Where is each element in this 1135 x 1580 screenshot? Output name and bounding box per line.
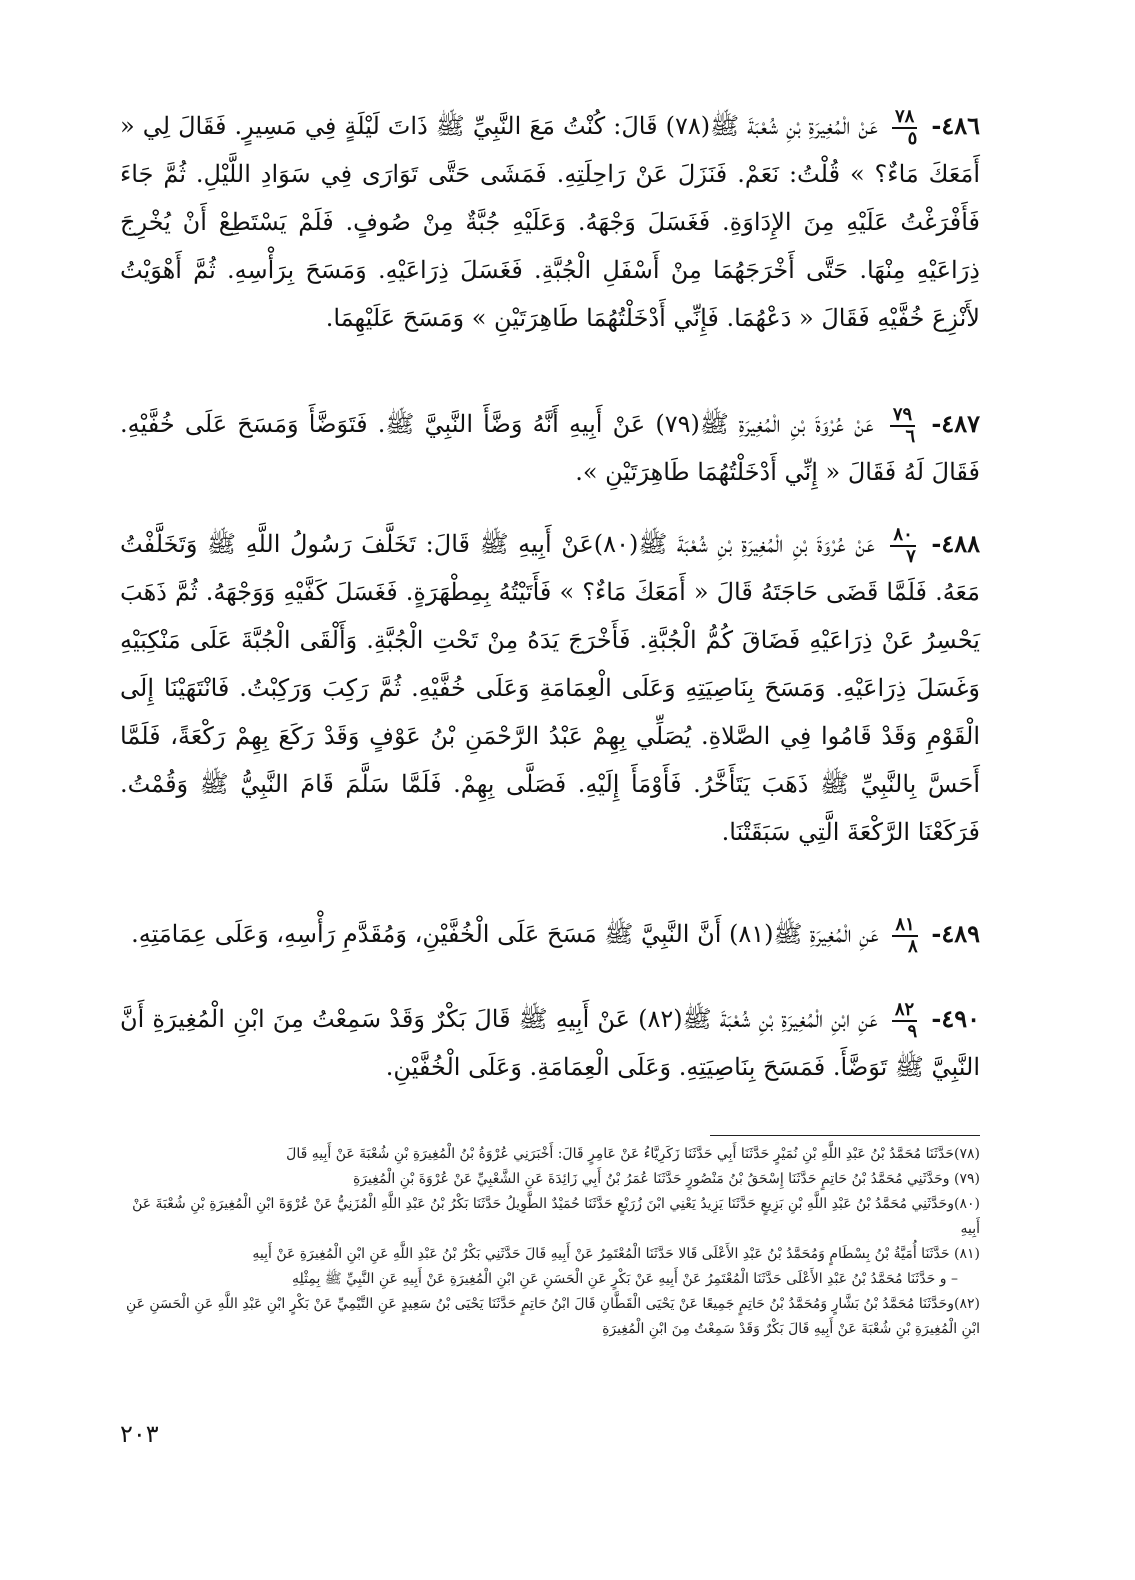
- fraction-top: ٧٨: [892, 108, 917, 129]
- hadith-488: [120, 520, 980, 856]
- hadith-fraction: [890, 403, 916, 447]
- hadith-fraction: [892, 913, 918, 957]
- hadith-number: ٤٨٦-: [931, 111, 980, 140]
- footnote-divider: [710, 1135, 980, 1136]
- hadith-number: ٤٨٩-: [931, 919, 980, 948]
- hadith-number: ٤٩٠-: [931, 1004, 980, 1033]
- hadith-fraction: [892, 105, 918, 149]
- footnote-79: (٧٩) وحَدَّثَنِي مُحَمَّدُ بْنُ حَاتِمٍ حَدَّثَنَا إِسْحَقُ بْنُ مَنْصُورٍ حَدَّثَنَا عُمَرُ بْنُ أَبِي زَائِدَةَ عَنِ الشَّعْبِيِّ عَنْ عُرْوَةَ بْنِ الْمُغِيرَةِ: [352, 1171, 980, 1187]
- hadith-fraction: [890, 523, 916, 567]
- footnote-78: (٧٨)حَدَّثَنَا مُحَمَّدُ بْنُ عَبْدِ اللَّهِ بْنِ نُمَيْرٍ حَدَّثَنَا أَبِي حَدَّثَنَا زَكَرِيَّاءُ عَنْ عَامِرٍ قَالَ: أَخْبَرَنِي عُرْوَةُ بْنُ الْمُغِيرَةِ بْنِ شُعْبَةَ عَنْ أَبِيهِ قَالَ: [286, 1146, 980, 1162]
- hadith-number: ٤٨٨-: [931, 529, 981, 558]
- footnote-81: (٨١) حَدَّثَنَا أُمَيَّةُ بْنُ بِسْطَامٍ وَمُحَمَّدُ بْنُ عَبْدِ الأَعْلَى قَالا حَدَّثَنَا الْمُعْتَمِرُ عَنْ أَبِيهِ قَالَ حَدَّثَنِي بَكْرُ بْنُ عَبْدِ اللَّهِ عَنِ ابْنِ الْمُغِيرَةِ عَنْ أَبِيهِ: [252, 1246, 980, 1262]
- hadith-490: [120, 995, 980, 1091]
- footnote-81-continuation: – و حَدَّثَنَا مُحَمَّدُ بْنُ عَبْدِ الأَعْلَى حَدَّثَنَا الْمُعْتَمِرُ عَنْ أَبِيهِ عَنْ بَكْرٍ عَنِ الْحَسَنِ عَنِ ابْنِ الْمُغِيرَةِ عَنْ أَبِيهِ عَنِ النَّبِيِّ ﷺ بِمِثْلِهِ: [292, 1271, 958, 1287]
- fraction-bottom: ٦: [905, 425, 916, 447]
- page-number: ٢٠٣: [120, 1420, 159, 1448]
- hadith-fraction: [892, 998, 918, 1042]
- footnotes: [120, 1142, 980, 1342]
- footnote-80: (٨٠)وحَدَّثَنِي مُحَمَّدُ بْنُ عَبْدِ اللَّهِ بْنِ بَزِيعٍ حَدَّثَنَا يَزِيدُ يَعْنِي ابْنَ زُرَيْعٍ حَدَّثَنَا حُمَيْدٌ الطَّوِيلُ حَدَّثَنَا بَكْرُ بْنُ عَبْدِ اللَّهِ الْمُزَنِيُّ عَنْ عُرْوَةَ ابْنِ الْمُغِيرَةِ بْنِ شُعْبَةَ عَنْ أَبِيهِ: [132, 1196, 980, 1237]
- hadith-text: عَنِ ابْنِ الْمُغِيرَةِ بْنِ شُعْبَةَ ﷺ(٨٢) عَنْ أَبِيهِ ﷺ قَالَ بَكْرٌ وَقَدْ سَمِعْتُ مِنَ ابْنِ الْمُغِيرَةِ أَنَّ النَّبِيَّ ﷺ تَوَضَّأَ. فَمَسَحَ بِنَاصِيَتِهِ. وَعَلَى الْعِمَامَةِ. وَعَلَى الْخُفَّيْنِ.: [120, 1005, 980, 1081]
- fraction-bottom: ٧: [906, 545, 916, 567]
- hadith-text: عَنْ عُرْوَةَ بْنِ الْمُغِيرَةِ ﷺ(٧٩) عَنْ أَبِيهِ أَنَّهُ وَضَّأَ النَّبِيَّ ﷺ. فَتَوَضَّأَ وَمَسَحَ عَلَى خُفَّيْهِ. فَقَالَ لَهُ فَقَالَ « إِنِّي أَدْخَلْتُهُمَا طَاهِرَتَيْنِ ».: [120, 410, 980, 486]
- fraction-bottom: ٥: [907, 127, 918, 149]
- fraction-bottom: ٩: [907, 1020, 918, 1042]
- fraction-bottom: ٨: [908, 935, 918, 957]
- fraction-top: ٨٢: [892, 1001, 917, 1022]
- hadith-text: عَنْ الْمُغِيرَةِ بْنِ شُعْبَةَ ﷺ(٧٨) قَالَ: كُنْتُ مَعَ النَّبِيِّ ﷺ ذَاتَ لَيْلَةٍ فِي مَسِيرٍ. فَقَالَ لِي « أَمَعَكَ مَاءٌ؟ » قُلْتُ: نَعَمْ. فَنَزَلَ عَنْ رَاحِلَتِهِ. فَمَشَى حَتَّى تَوَارَى فِي سَوَادِ اللَّيْلِ. ثُمَّ جَاءَ فَأَفْرَغْتُ عَلَيْهِ مِنَ الإِدَاوَةِ. فَغَسَلَ وَجْهَهُ. وَعَلَيْهِ جُبَّةٌ مِنْ صُوفٍ. فَلَمْ يَسْتَطِعْ أَنْ يُخْرِجَ ذِرَاعَيْهِ مِنْهَا. حَتَّى أَخْرَجَهُمَا مِنْ أَسْفَلِ الْجُبَّةِ. فَغَسَلَ ذِرَاعَيْهِ. وَمَسَحَ بِرَأْسِهِ. ثُمَّ أَهْوَيْتُ لأَنْزِعَ خُفَّيْهِ فَقَالَ « دَعْهُمَا. فَإِنِّي أَدْخَلْتُهُمَا طَاهِرَتَيْنِ » وَمَسَحَ عَلَيْهِمَا.: [120, 112, 980, 332]
- hadith-text: عَنْ عُرْوَةَ بْنِ الْمُغِيرَةِ بْنِ شُعْبَةَ ﷺ(٨٠)عَنْ أَبِيهِ ﷺ قَالَ: تَخَلَّفَ رَسُولُ اللَّهِ ﷺ وَتَخَلَّفْتُ مَعَهُ. فَلَمَّا قَضَى حَاجَتَهُ قَالَ « أَمَعَكَ مَاءٌ؟ » فَأَتَيْتُهُ بِمِطْهَرَةٍ. فَغَسَلَ كَفَّيْهِ وَوَجْهَهُ. ثُمَّ ذَهَبَ يَحْسِرُ عَنْ ذِرَاعَيْهِ فَضَاقَ كُمُّ الْجُبَّةِ. فَأَخْرَجَ يَدَهُ مِنْ تَحْتِ الْجُبَّةِ. وَأَلْقَى الْجُبَّةَ عَلَى مَنْكِبَيْهِ وَغَسَلَ ذِرَاعَيْهِ. وَمَسَحَ بِنَاصِيَتِهِ وَعَلَى الْعِمَامَةِ وَعَلَى خُفَّيْهِ. ثُمَّ رَكِبَ وَرَكِبْتُ. فَانْتَهَيْنَا إِلَى الْقَوْمِ وَقَدْ قَامُوا فِي الصَّلاةِ. يُصَلِّي بِهِمْ عَبْدُ الرَّحْمَنِ بْنُ عَوْفٍ وَقَدْ رَكَعَ بِهِمْ رَكْعَةً، فَلَمَّا أَحَسَّ بِالنَّبِيِّ ﷺ ذَهَبَ يَتَأَخَّرُ. فَأَوْمَأَ إِلَيْهِ. فَصَلَّى بِهِمْ. فَلَمَّا سَلَّمَ قَامَ النَّبِيُّ ﷺ وَقُمْتُ. فَرَكَعْنَا الرَّكْعَةَ الَّتِي سَبَقَتْنَا.: [120, 530, 981, 846]
- hadith-487: [120, 400, 980, 496]
- fraction-top: ٨١: [892, 916, 917, 937]
- fraction-top: ٧٩: [890, 406, 915, 427]
- hadith-number: ٤٨٧-: [931, 409, 980, 438]
- hadith-489: [120, 910, 980, 958]
- hadith-486: [120, 102, 980, 342]
- fraction-top: ٨٠: [890, 526, 915, 547]
- hadith-text: عَنِ الْمُغِيرَةِ ﷺ(٨١) أَنَّ النَّبِيَّ ﷺ مَسَحَ عَلَى الْخُفَّيْنِ، وَمُقَدَّمِ رَأْسِهِ، وَعَلَى عِمَامَتِهِ.: [131, 920, 879, 948]
- footnote-82: (٨٢)وحَدَّثَنَا مُحَمَّدُ بْنُ بَشَّارٍ وَمُحَمَّدُ بْنُ حَاتِمٍ جَمِيعًا عَنْ يَحْيَى الْقَطَّانِ قَالَ ابْنُ حَاتِمٍ حَدَّثَنَا يَحْيَى بْنُ سَعِيدٍ عَنِ التَّيْمِيِّ عَنْ بَكْرٍ ابْنِ عَبْدِ اللَّهِ عَنِ الْحَسَنِ عَنِ ابْنِ الْمُغِيرَةِ بْنِ شُعْبَةَ عَنْ أَبِيهِ قَالَ بَكْرٌ وَقَدْ سَمِعْتُ مِنَ ابْنِ الْمُغِيرَةِ: [125, 1296, 980, 1337]
